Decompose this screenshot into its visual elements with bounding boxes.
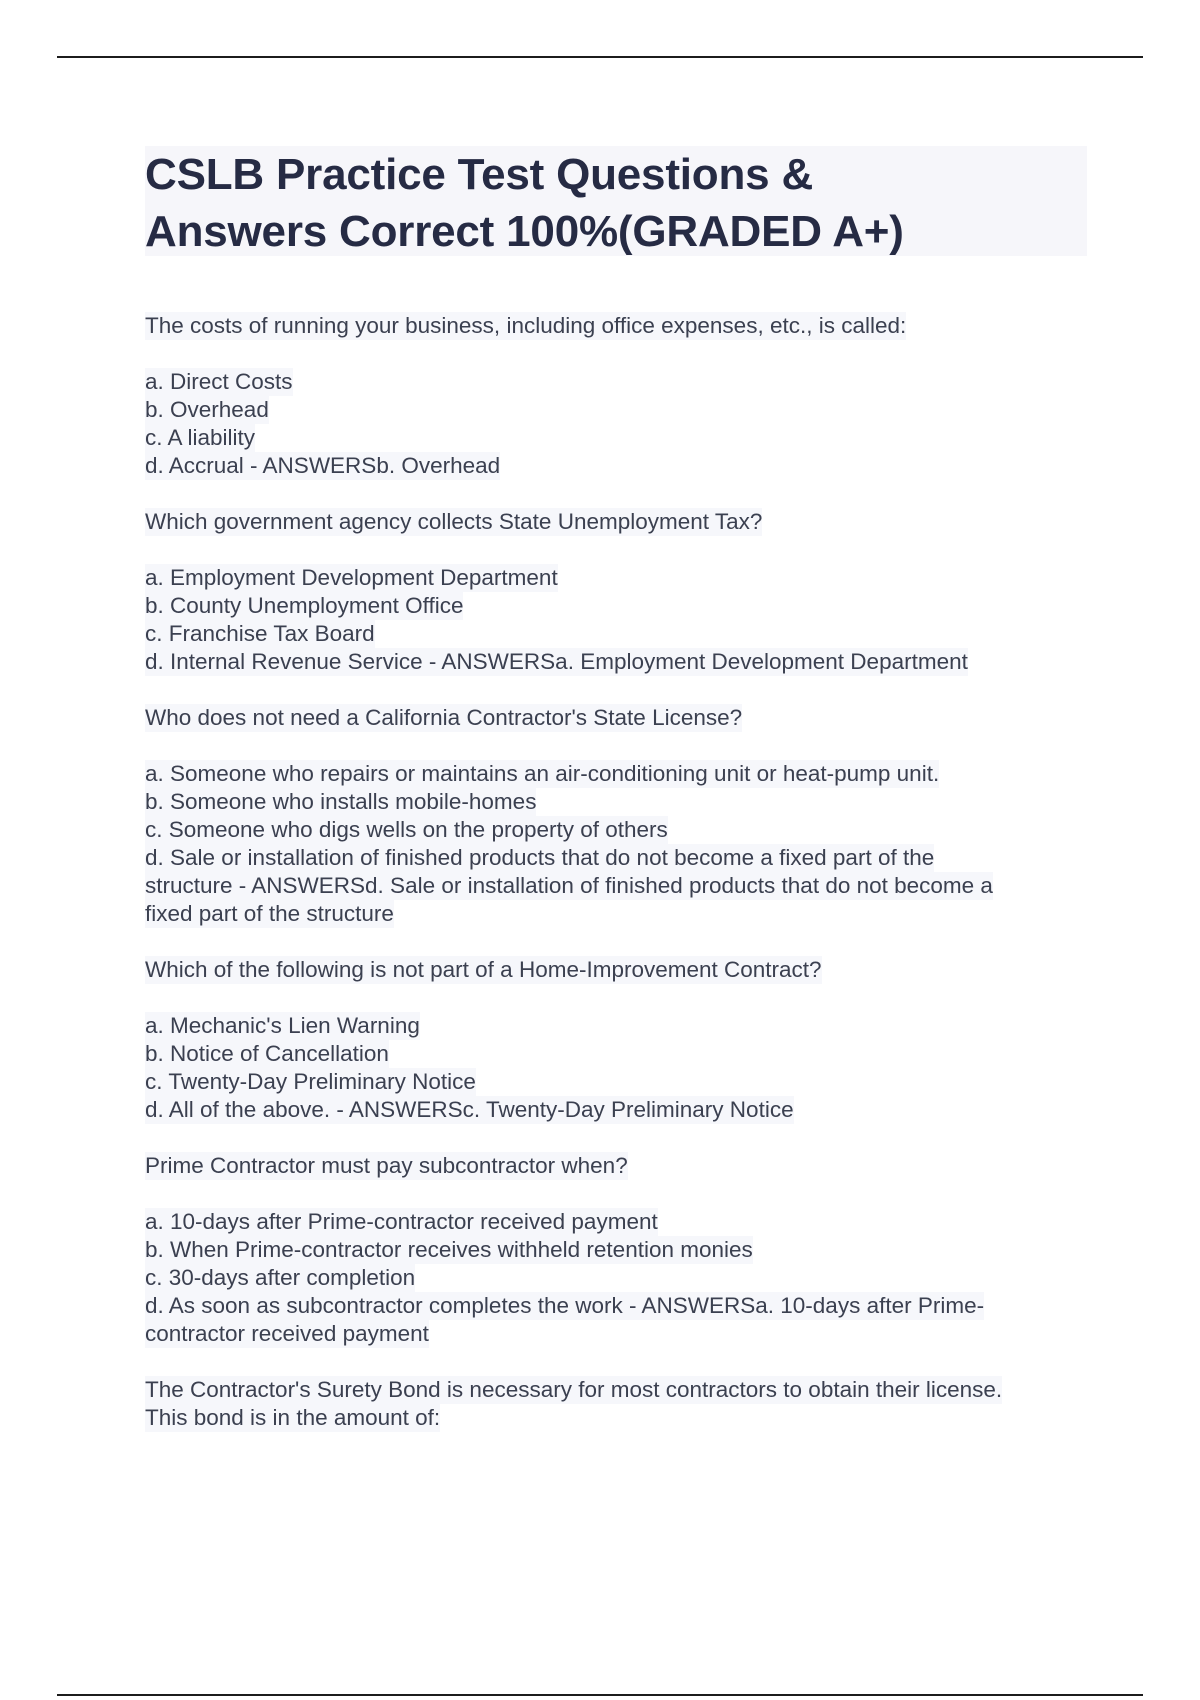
option-line-answer: fixed part of the structure	[145, 901, 394, 926]
question-line: Who does not need a California Contractor's State License?	[145, 705, 743, 730]
header-rule	[57, 56, 1143, 58]
options-list	[145, 564, 1095, 676]
question-block-2	[145, 508, 1095, 676]
question-text	[145, 508, 1095, 536]
option-line-answer: d. As soon as subcontractor completes the work - ANSWERSa. 10-days after Prime-	[145, 1293, 985, 1318]
question-line: This bond is in the amount of:	[145, 1405, 441, 1430]
question-block-3	[145, 704, 1095, 928]
option-line-answer: d. All of the above. - ANSWERSc. Twenty-Day Preliminary Notice	[145, 1097, 794, 1122]
question-text	[145, 1376, 1095, 1432]
question-block-5	[145, 1152, 1095, 1348]
options-list	[145, 1208, 1095, 1348]
question-list	[145, 312, 1095, 1432]
option-line: a. Direct Costs	[145, 369, 293, 394]
question-block-4	[145, 956, 1095, 1124]
question-text	[145, 956, 1095, 984]
option-line-answer: d. Accrual - ANSWERSb. Overhead	[145, 453, 501, 478]
question-line: The costs of running your business, including office expenses, etc., is called:	[145, 313, 907, 338]
option-line-answer: contractor received payment	[145, 1321, 429, 1346]
question-text	[145, 1152, 1095, 1180]
option-line: a. Employment Development Department	[145, 565, 558, 590]
question-text	[145, 704, 1095, 732]
question-line: Which of the following is not part of a Home-Improvement Contract?	[145, 957, 822, 982]
options-list	[145, 368, 1095, 480]
document-title-block	[145, 146, 1087, 256]
question-line: Prime Contractor must pay subcontractor when?	[145, 1153, 628, 1178]
footer-rule	[57, 1694, 1143, 1696]
document-title	[145, 146, 1087, 260]
option-line: b. County Unemployment Office	[145, 593, 464, 618]
question-block-6	[145, 1376, 1095, 1432]
option-line-answer: d. Internal Revenue Service - ANSWERSa. Employment Development Department	[145, 649, 968, 674]
option-line: b. Someone who installs mobile-homes	[145, 789, 537, 814]
question-line: The Contractor's Surety Bond is necessary for most contractors to obtain their license.	[145, 1377, 1003, 1402]
document-title-line-2: Answers Correct 100%(GRADED A+)	[145, 207, 904, 256]
question-text	[145, 312, 1095, 340]
option-line: c. 30-days after completion	[145, 1265, 416, 1290]
option-line-answer: structure - ANSWERSd. Sale or installation of finished products that do not become a	[145, 873, 993, 898]
option-line: b. When Prime-contractor receives withheld retention monies	[145, 1237, 753, 1262]
option-line: a. 10-days after Prime-contractor received payment	[145, 1209, 658, 1234]
option-line-answer: d. Sale or installation of finished products that do not become a fixed part of the	[145, 845, 935, 870]
option-line: a. Mechanic's Lien Warning	[145, 1013, 420, 1038]
question-block-1	[145, 312, 1095, 480]
option-line: c. Someone who digs wells on the property of others	[145, 817, 668, 842]
option-line: b. Overhead	[145, 397, 269, 422]
option-line: b. Notice of Cancellation	[145, 1041, 389, 1066]
document-title-line-1: CSLB Practice Test Questions &	[145, 150, 814, 199]
option-line: a. Someone who repairs or maintains an air-conditioning unit or heat-pump unit.	[145, 761, 940, 786]
option-line: c. Franchise Tax Board	[145, 621, 375, 646]
options-list	[145, 760, 1095, 928]
option-line: c. A liability	[145, 425, 256, 450]
option-line: c. Twenty-Day Preliminary Notice	[145, 1069, 476, 1094]
question-line: Which government agency collects State Unemployment Tax?	[145, 509, 763, 534]
options-list	[145, 1012, 1095, 1124]
